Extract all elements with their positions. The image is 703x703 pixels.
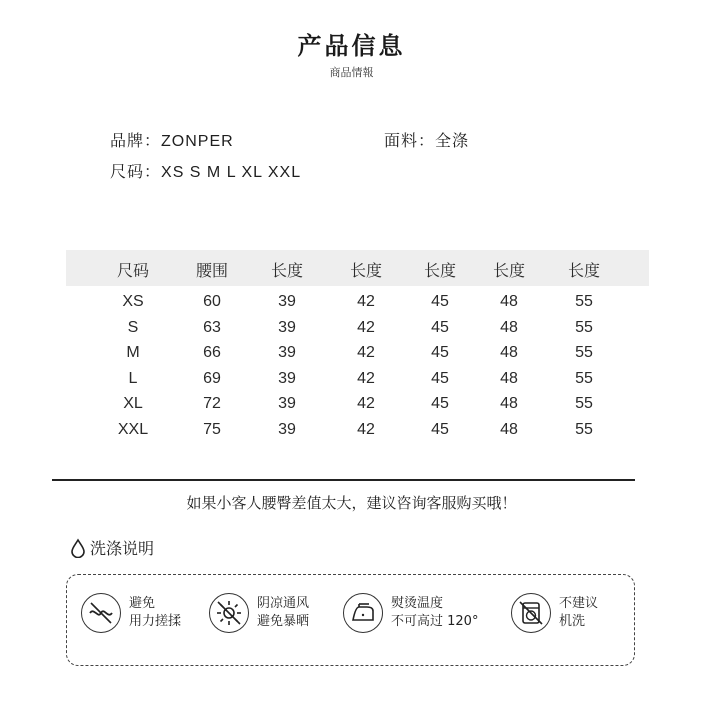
table-cell: XXL: [117, 421, 149, 438]
table-cell: 42: [357, 421, 375, 438]
table-cell: 39: [278, 421, 296, 438]
water-drop-icon: [70, 538, 86, 558]
care-item-no-sun: [209, 593, 309, 633]
table-cell: 42: [357, 318, 375, 336]
table-cell: 45: [431, 293, 449, 310]
no-wring-icon: [81, 593, 121, 633]
fabric-info: [384, 128, 469, 151]
table-header-cell: 长度: [270, 261, 303, 280]
table-cell: 39: [278, 395, 296, 413]
table-cell: 48: [500, 421, 518, 438]
care-item-iron: [343, 593, 478, 633]
table-cell: 39: [278, 293, 296, 310]
table-cell: 55: [575, 293, 593, 310]
care-item-no-wring: [81, 593, 181, 633]
care-text-line1: 熨烫温度: [391, 596, 444, 611]
care-text-line2: 不可高过 120°: [391, 614, 479, 629]
table-cell: 63: [203, 318, 221, 336]
table-cell: 48: [500, 293, 518, 310]
table-cell: 42: [357, 344, 375, 362]
table-cell: 48: [500, 369, 518, 387]
table-cell: 60: [203, 293, 221, 310]
table-header-cell: 长度: [567, 261, 600, 280]
table-cell: 66: [203, 344, 221, 362]
table-header-cell: 尺码: [116, 261, 149, 280]
care-text-line1: 避免: [129, 596, 156, 611]
table-cell: XL: [123, 395, 143, 413]
table-cell: M: [126, 344, 140, 362]
table-cell: XS: [122, 293, 144, 310]
table-cell: 48: [500, 395, 518, 413]
table-header-cell: 长度: [349, 261, 382, 280]
table-header-cell: 腰围: [195, 261, 228, 280]
table-cell: 55: [575, 344, 593, 362]
table-cell: 72: [203, 395, 221, 413]
table-cell: S: [127, 318, 139, 336]
table-cell: 45: [431, 421, 449, 438]
brand-info: [110, 128, 234, 151]
care-text-line1: 不建议: [559, 596, 599, 611]
divider: [52, 479, 635, 481]
size-value: XS S M L XL XXL: [161, 164, 302, 181]
care-instructions: [66, 574, 635, 666]
fabric-value: 全涤: [435, 131, 470, 150]
table-cell: 45: [431, 369, 449, 387]
care-text-line2: 避免暴晒: [257, 614, 310, 629]
washing-title: [70, 536, 154, 559]
size-tip: 如果小客人腰臀差值太大，建议咨询客服购买哦！: [186, 494, 517, 512]
care-text-line1: 阴凉通风: [257, 596, 310, 611]
table-cell: 45: [431, 344, 449, 362]
brand-label: 品牌：: [110, 131, 162, 150]
page-title: 产品信息: [297, 32, 406, 60]
page-subtitle: 商品情報: [329, 66, 374, 79]
table-header-cell: 长度: [423, 261, 456, 280]
table-cell: 42: [357, 293, 375, 310]
washing-title-text: 洗涤说明: [90, 539, 155, 558]
table-cell: 69: [203, 369, 221, 387]
iron-icon: [343, 593, 383, 633]
table-cell: 42: [357, 395, 375, 413]
table-cell: L: [128, 369, 138, 387]
table-cell: 55: [575, 421, 593, 438]
table-cell: 39: [278, 344, 296, 362]
no-machine-wash-icon: [511, 593, 551, 633]
table-cell: 75: [203, 421, 221, 438]
table-header-cell: 长度: [492, 261, 525, 280]
table-cell: 45: [431, 318, 449, 336]
table-cell: 55: [575, 369, 593, 387]
table-cell: 55: [575, 318, 593, 336]
table-cell: 42: [357, 369, 375, 387]
table-cell: 48: [500, 344, 518, 362]
brand-value: ZONPER: [161, 133, 234, 150]
table-cell: 48: [500, 318, 518, 336]
care-text-line2: 用力搓揉: [129, 614, 182, 629]
table-cell: 55: [575, 395, 593, 413]
care-item-no-machine-wash: [511, 593, 598, 633]
table-cell: 39: [278, 369, 296, 387]
no-sun-icon: [209, 593, 249, 633]
care-text-line2: 机洗: [559, 614, 586, 629]
table-cell: 39: [278, 318, 296, 336]
size-label: 尺码：: [110, 162, 162, 181]
fabric-label: 面料：: [384, 131, 436, 150]
table-cell: 45: [431, 395, 449, 413]
size-info: [110, 159, 301, 182]
